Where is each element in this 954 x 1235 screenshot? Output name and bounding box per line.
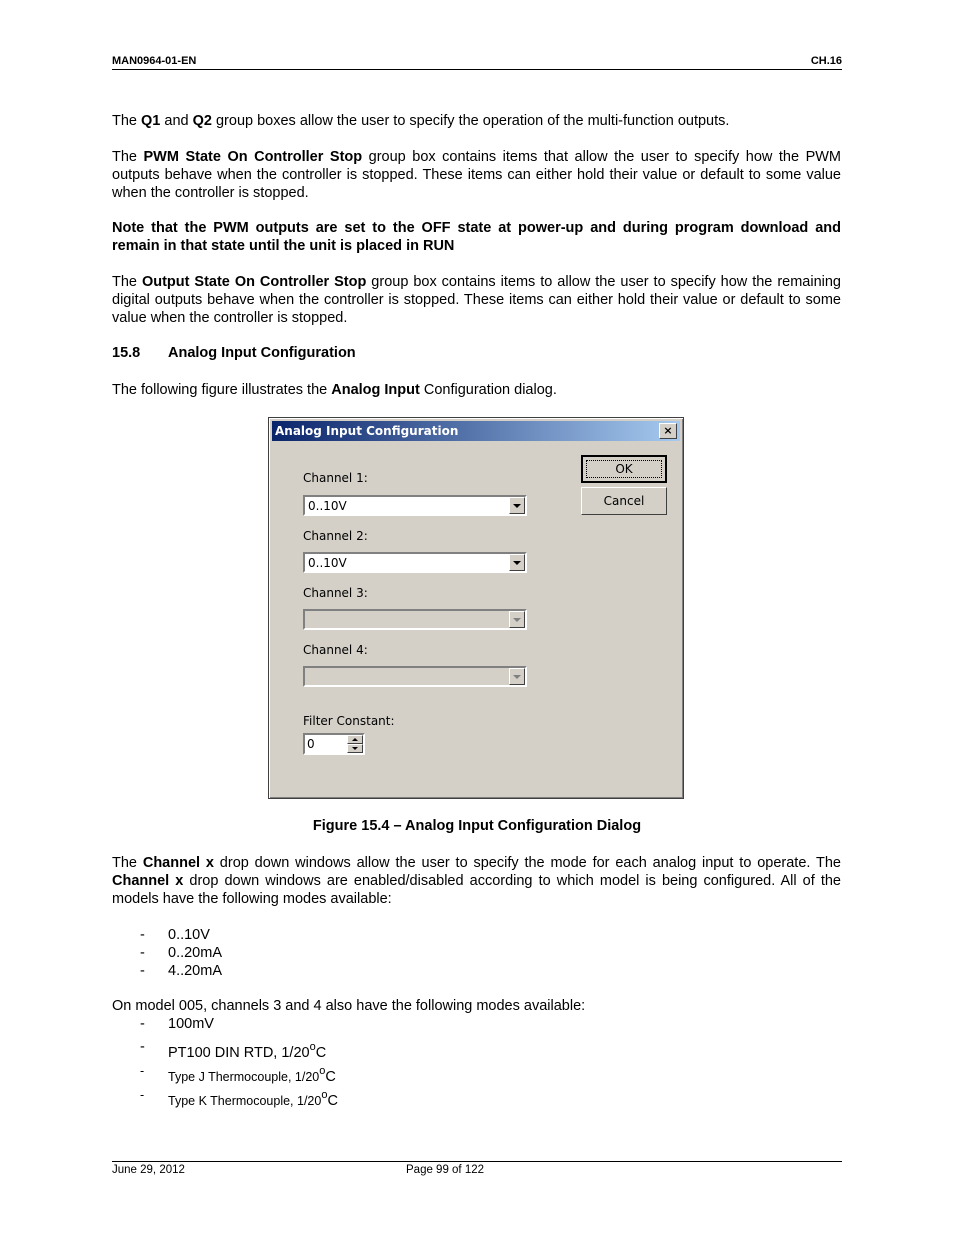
- figure-caption: Figure 15.4 – Analog Input Configuration Dialog: [312, 818, 642, 834]
- ok-label: OK: [615, 462, 633, 476]
- dialog-title: Analog Input Configuration: [275, 424, 459, 438]
- paragraph-channel-x: The Channel x drop down windows allow the user to specify the mode for each analog input to operate. The Channel x drop down windows are enabled/disabled according to which model is being configured. All of the models have the following modes available:: [112, 855, 841, 907]
- section-title: Analog Input Configuration: [168, 345, 356, 361]
- channel-1-label: Channel 1:: [303, 471, 368, 485]
- channel-4-label: Channel 4:: [303, 643, 368, 657]
- paragraph-pwm-state: The PWM State On Controller Stop group box contains items that allow the user to specify how the PWM outputs behave when the controller is stopped. These items can either hold their value or default to some value when the controller is stopped.: [112, 149, 842, 201]
- channel-1-value: 0..10V: [308, 499, 347, 513]
- header-rule: [112, 69, 842, 70]
- filter-constant-value: 0: [307, 737, 315, 751]
- footer-rule: [112, 1161, 842, 1162]
- dialog-title-bar: [272, 421, 680, 441]
- channel-2-select[interactable]: [303, 552, 527, 573]
- paragraph-figure-intro: The following figure illustrates the Analog Input Configuration dialog.: [112, 382, 557, 398]
- header-chapter: CH.16: [810, 55, 842, 67]
- cancel-label: Cancel: [603, 494, 645, 508]
- paragraph-q1-q2: The Q1 and Q2 group boxes allow the user to specify the operation of the multi-function outputs.: [112, 113, 730, 129]
- cancel-button[interactable]: [581, 487, 667, 515]
- paragraph-model-005: On model 005, channels 3 and 4 also have the following modes available:: [112, 998, 586, 1014]
- chevron-down-icon[interactable]: [509, 497, 525, 514]
- channel-1-select[interactable]: [303, 495, 527, 516]
- spin-down-icon[interactable]: [347, 744, 363, 753]
- header-doc-id: MAN0964-01-EN: [112, 55, 197, 67]
- spin-up-icon[interactable]: [347, 735, 363, 744]
- channel-4-select: [303, 666, 527, 687]
- footer-page: Page 99 of 122: [406, 1164, 485, 1176]
- chevron-down-icon: [509, 611, 525, 628]
- channel-3-label: Channel 3:: [303, 586, 368, 600]
- section-number: 15.8: [112, 345, 141, 361]
- analog-input-dialog: [268, 417, 684, 799]
- channel-2-value: 0..10V: [308, 556, 347, 570]
- channel-2-label: Channel 2:: [303, 529, 368, 543]
- chevron-down-icon[interactable]: [509, 554, 525, 571]
- channel-3-select: [303, 609, 527, 630]
- filter-constant-label: Filter Constant:: [303, 714, 395, 728]
- paragraph-output-state: The Output State On Controller Stop group box contains items to allow the user to specify how the remaining digital outputs behave when the controller is stopped. These items can either hold their value or default to some value when the controller is stopped.: [112, 274, 841, 326]
- note-pwm-outputs: Note that the PWM outputs are set to the OFF state at power-up and during program download and remain in that state until the unit is placed in RUN: [112, 220, 841, 254]
- chevron-down-icon: [509, 668, 525, 685]
- close-icon[interactable]: ×: [659, 423, 677, 439]
- section-heading: [112, 345, 356, 361]
- focus-rect: [586, 460, 662, 478]
- filter-constant-spinner[interactable]: [303, 733, 365, 755]
- ok-button[interactable]: [581, 455, 667, 483]
- footer-date: June 29, 2012: [112, 1164, 185, 1176]
